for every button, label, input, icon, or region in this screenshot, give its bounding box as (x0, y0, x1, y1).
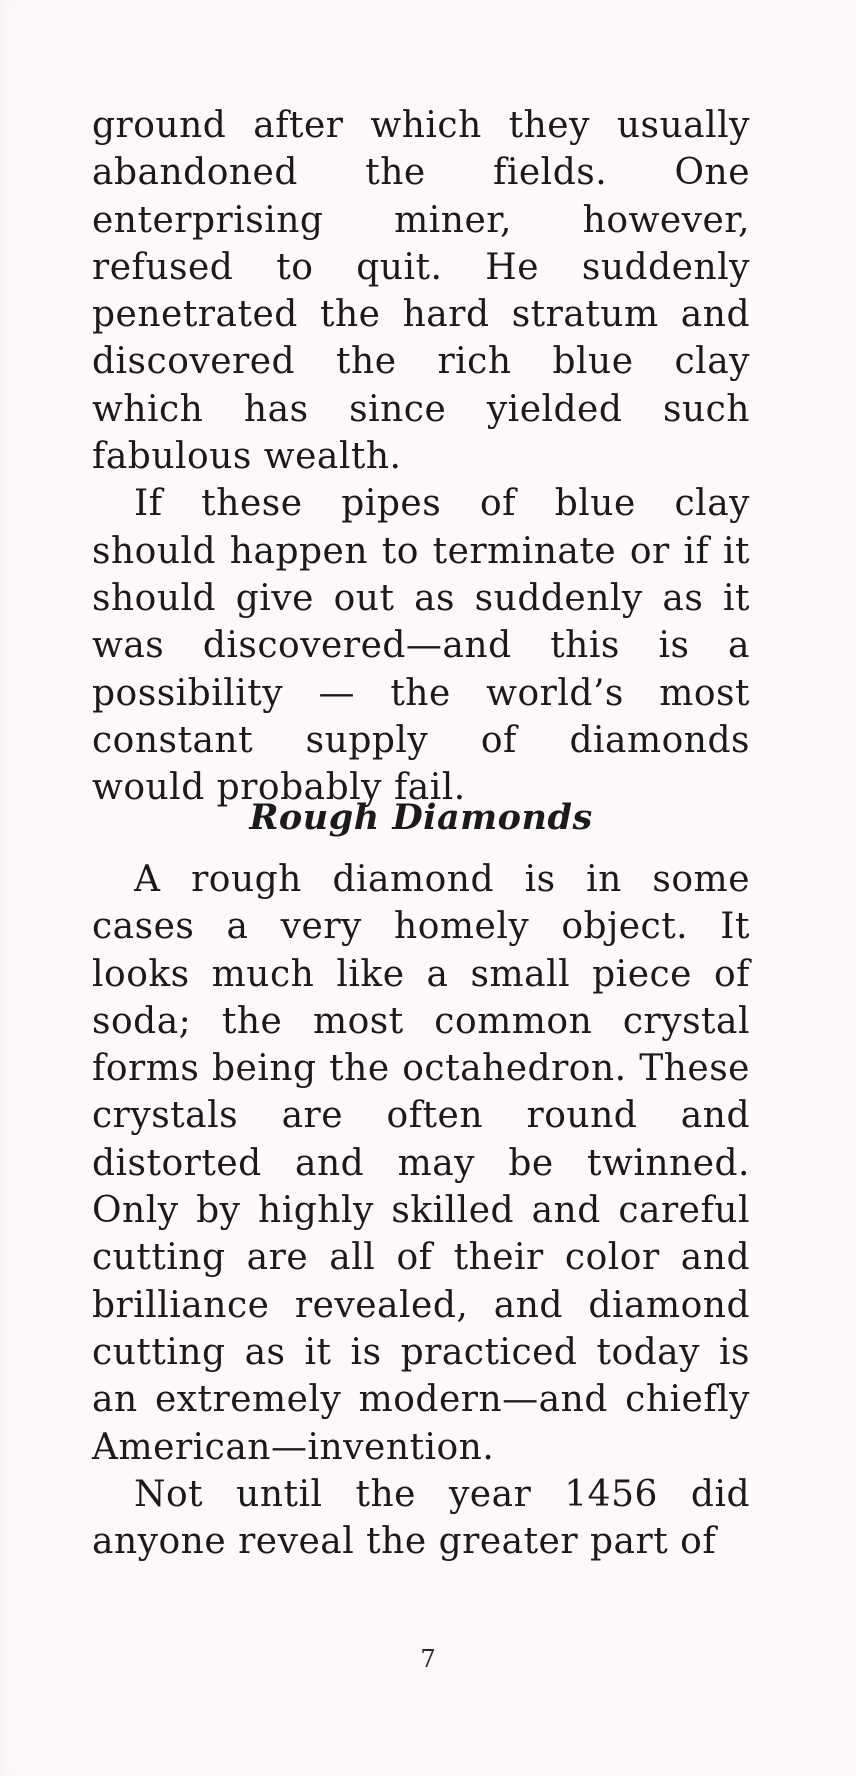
text-block-bottom (92, 856, 750, 1565)
paragraph-3: A rough diamond is in some cases a very homely object. It looks much like a small piece of soda; the most common crystal forms being the octahedron. These crystals are often round and distorted and may be twinned. Only by highly skilled and careful cutting are all of their color and brilliance revealed, and diamond cutting as it is practiced today is an extremely modern—and chiefly American—invention. (92, 859, 750, 1468)
paragraph-2: If these pipes of blue clay should happen to terminate or if it should give out as suddenly as it was discovered—and this is a possibility — the world’s most constant supply of diamonds would probably fail. (92, 483, 750, 809)
paragraph-1: ground after which they usually abandoned the fields. One enterprising miner, however, refused to quit. He suddenly penetrated the hard stratum and discovered the rich blue clay which has since yielded such fabulous wealth. (92, 105, 750, 478)
paragraph-4: Not until the year 1456 did anyone reveal the greater part of (92, 1473, 750, 1563)
text-block-top (92, 102, 750, 811)
page-number: 7 (420, 1645, 436, 1673)
section-heading: Rough Diamonds (249, 797, 593, 838)
